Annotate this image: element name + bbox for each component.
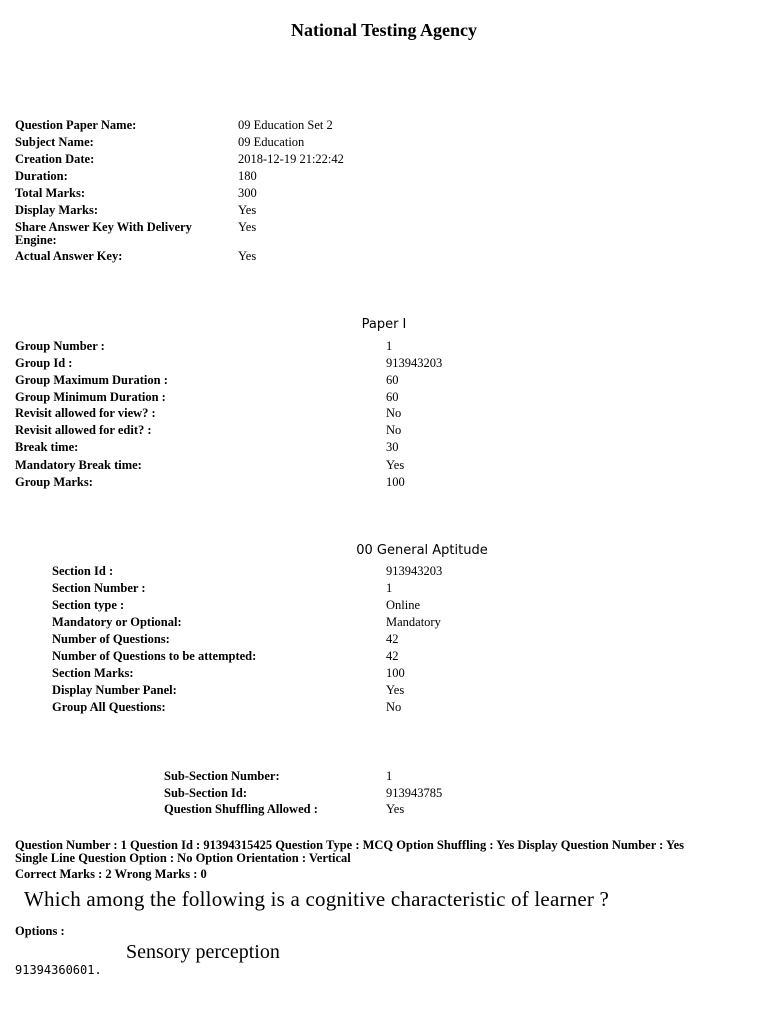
mandatory-optional-value: Mandatory <box>386 615 441 629</box>
number-of-questions-label: Number of Questions: <box>52 632 170 646</box>
subject-name-value: 09 Education <box>238 135 305 149</box>
actual-answer-key-label: Actual Answer Key: <box>15 249 123 263</box>
break-time-value: 30 <box>386 440 399 454</box>
display-marks-value: Yes <box>238 203 257 217</box>
paper-name-value: 09 Education Set 2 <box>238 118 333 132</box>
display-number-panel-value: Yes <box>386 683 405 697</box>
agency-title: National Testing Agency <box>290 20 478 40</box>
subsection-number-label: Sub-Section Number: <box>164 769 280 783</box>
group-max-duration-label: Group Maximum Duration : <box>15 373 168 387</box>
total-marks-label: Total Marks: <box>15 186 86 200</box>
subsection-id-label: Sub-Section Id: <box>164 786 248 800</box>
group-heading: Paper I <box>361 317 407 332</box>
questions-to-attempt-label: Number of Questions to be attempted: <box>52 649 257 663</box>
section-number-label: Section Number : <box>52 581 146 595</box>
group-min-duration-value: 60 <box>386 390 399 404</box>
section-type-value: Online <box>386 598 421 612</box>
question-shuffling-value: Yes <box>386 802 405 816</box>
mandatory-break-label: Mandatory Break time: <box>15 458 142 472</box>
section-type-label: Section type : <box>52 598 125 612</box>
section-marks-label: Section Marks: <box>52 666 134 680</box>
number-of-questions-value: 42 <box>386 632 399 646</box>
group-all-questions-label: Group All Questions: <box>52 700 166 714</box>
group-id-value: 913943203 <box>386 356 443 370</box>
section-id-label: Section Id : <box>52 564 114 578</box>
group-number-value: 1 <box>386 339 393 353</box>
revisit-edit-value: No <box>386 423 402 437</box>
option-1-text: Sensory perception <box>126 941 280 963</box>
question-marks-line: Correct Marks : 2 Wrong Marks : 0 <box>15 867 207 881</box>
paper-name-label: Question Paper Name: <box>15 118 137 132</box>
revisit-view-label: Revisit allowed for view? : <box>15 406 156 420</box>
question-meta-line1: Question Number : 1 Question Id : 91394315425 Question Type : MCQ Option Shuffling : Yes Display Question Number : Yes <box>15 838 685 852</box>
duration-label: Duration: <box>15 169 68 183</box>
share-answer-key-label: Share Answer Key With Delivery <box>15 220 192 234</box>
subsection-number-value: 1 <box>386 769 393 783</box>
group-all-questions-value: No <box>386 700 402 714</box>
display-marks-label: Display Marks: <box>15 203 98 217</box>
actual-answer-key-value: Yes <box>238 249 257 263</box>
total-marks-value: 300 <box>238 186 257 200</box>
mandatory-break-value: Yes <box>386 458 405 472</box>
display-number-panel-label: Display Number Panel: <box>52 683 177 697</box>
group-id-label: Group Id : <box>15 356 73 370</box>
group-marks-value: 100 <box>386 475 405 489</box>
break-time-label: Break time: <box>15 440 79 454</box>
section-marks-value: 100 <box>386 666 405 680</box>
subject-name-label: Subject Name: <box>15 135 94 149</box>
share-answer-key-label-line2: Engine: <box>15 233 57 247</box>
section-number-value: 1 <box>386 581 393 595</box>
options-label: Options : <box>15 924 65 938</box>
mandatory-optional-label: Mandatory or Optional: <box>52 615 182 629</box>
subsection-id-value: 913943785 <box>386 786 443 800</box>
revisit-edit-label: Revisit allowed for edit? : <box>15 423 152 437</box>
group-marks-label: Group Marks: <box>15 475 93 489</box>
section-heading: 00 General Aptitude <box>356 543 488 558</box>
creation-date-value: 2018-12-19 21:22:42 <box>238 152 344 166</box>
creation-date-label: Creation Date: <box>15 152 95 166</box>
question-text: Which among the following is a cognitive characteristic of learner ? <box>24 887 610 911</box>
option-1-id: 91394360601. <box>15 963 102 977</box>
section-id-value: 913943203 <box>386 564 443 578</box>
group-number-label: Group Number : <box>15 339 105 353</box>
revisit-view-value: No <box>386 406 402 420</box>
questions-to-attempt-value: 42 <box>386 649 399 663</box>
duration-value: 180 <box>238 169 257 183</box>
share-answer-key-value: Yes <box>238 220 257 234</box>
group-max-duration-value: 60 <box>386 373 399 387</box>
question-shuffling-label: Question Shuffling Allowed : <box>164 802 318 816</box>
group-min-duration-label: Group Minimum Duration : <box>15 390 166 404</box>
question-meta-line2: Single Line Question Option : No Option Orientation : Vertical <box>15 851 351 865</box>
